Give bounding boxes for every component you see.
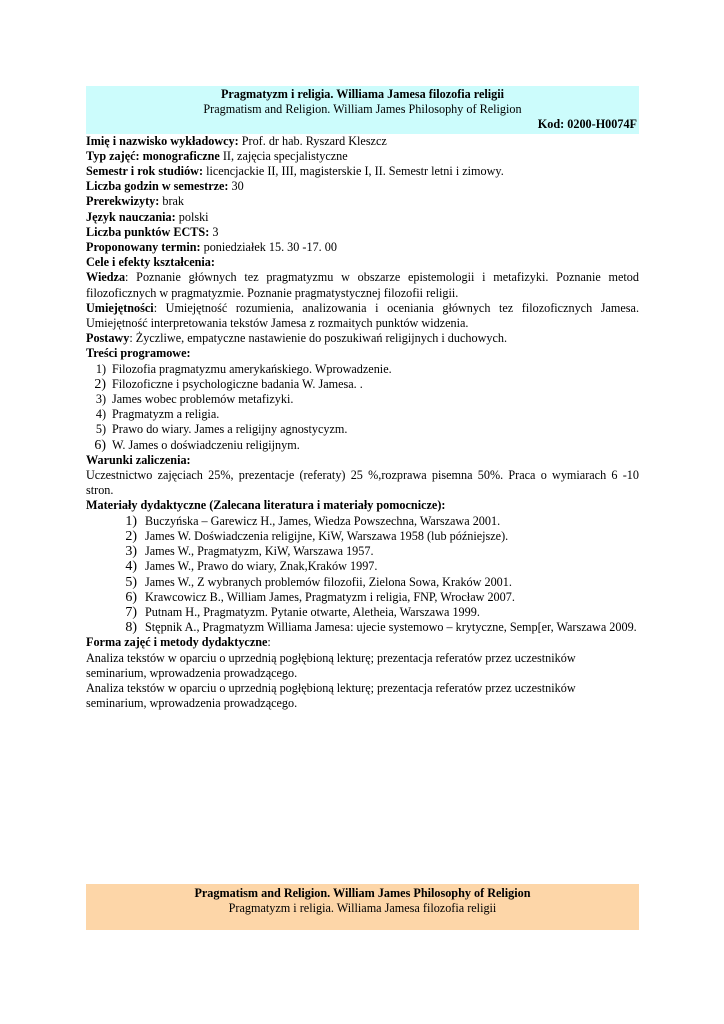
goals-heading: Cele i efekty kształcenia: (86, 255, 215, 270)
list-item: 6) W. James o doświadczeniu religijnym. (94, 437, 300, 453)
goal-skills: Umiejętności: Umiejętność rozumienia, analizowania i oceniania głównych tez filozoficznych Jamesa. Umiejętność interpretowania tekstów Jamesa z rozmaitych punktów widzenia. (86, 300, 639, 331)
list-item: 2) James W. Doświadczenia religijne, KiW, Warszawa 1958 (lub późniejsze). (125, 528, 509, 544)
credit-heading: Warunki zaliczenia: (86, 452, 191, 467)
list-item: 6) Krawcowicz B., William James, Pragmatyzm i religia, FNP, Wrocław 2007. (125, 589, 515, 605)
list-item: 7) Putnam H., Pragmatyzm. Pytanie otwarte, Aletheia, Warszawa 1999. (125, 604, 480, 620)
field-semester: Semestr i rok studiów: licencjackie II, III, magisterskie I, II. Semestr letni i zimowy. (86, 164, 504, 179)
goal-attitudes: Postawy: Życzliwe, empatyczne nastawienie do poszukiwań religijnych i duchowych. (86, 331, 508, 346)
list-item: 1) Buczyńska – Garewicz H., James, Wiedza Powszechna, Warszawa 2001. (125, 513, 501, 529)
course-card (86, 86, 639, 711)
list-item: 5) James W., Z wybranych problemów filozofii, Zielona Sowa, Kraków 2001. (125, 574, 512, 590)
list-item: 3) James W., Pragmatyzm, KiW, Warszawa 1957. (125, 544, 374, 560)
footer-title-english: Pragmatism and Religion. William James Philosophy of Religion (194, 886, 531, 900)
footer-title-polish: Pragmatyzm i religia. Williama Jamesa filozofia religii (228, 901, 497, 916)
field-hours: Liczba godzin w semestrze: 30 (86, 179, 244, 194)
credit-section (86, 453, 639, 499)
field-term: Proponowany termin: poniedziałek 15. 30 -17. 00 (86, 240, 337, 255)
field-prerequisites: Prerekwizyty: brak (86, 194, 185, 209)
course-code: Kod: 0200-H0074F (537, 117, 637, 132)
literature-section (86, 498, 639, 635)
field-class-type: Typ zajęć: monograficzne II, zajęcia specjalistyczne (86, 148, 348, 163)
list-item: 8) Stępnik A., Pragmatyzm Williama Jamesa: ujecie systemowo – krytyczne, Semp[er, Warszawa 2009. (125, 620, 637, 636)
program-heading: Treści programowe: (86, 346, 191, 361)
field-lecturer: Imię i nazwisko wykładowcy: Prof. dr hab. Ryszard Kleszcz (86, 133, 387, 148)
title-english: Pragmatism and Religion. William James Philosophy of Religion (203, 102, 522, 117)
list-item: 4) Pragmatyzm a religia. (95, 407, 220, 422)
header-box (86, 86, 639, 134)
footer-box (86, 884, 639, 930)
literature-list (86, 514, 639, 636)
forms-section (86, 635, 639, 711)
program-list (86, 362, 639, 453)
list-item: 5) Prawo do wiary. James a religijny agnostycyzm. (95, 422, 348, 437)
course-fields (86, 134, 639, 256)
forms-paragraph: Analiza tekstów w oparciu o uprzednią pogłębioną lekturę; prezentacja referatów przez uczestników seminarium, wprowadzenia prowadzącego. (86, 680, 576, 711)
list-item: 1) Filozofia pragmatyzmu amerykańskiego. Wprowadzenie. (95, 361, 392, 376)
credit-text: Uczestnictwo zajęciach 25%, prezentacje (referaty) 25 %,rozprawa pisemna 50%. Praca o wymiarach 6 -10 stron. (86, 468, 639, 498)
field-ects: Liczba punktów ECTS: 3 (86, 224, 219, 239)
list-item: 2) Filozoficzne i psychologiczne badania W. Jamesa. . (94, 376, 363, 392)
field-language: Język nauczania: polski (86, 209, 209, 224)
list-item: 4) James W., Prawo do wiary, Znak,Kraków 1997. (125, 559, 378, 575)
goal-knowledge: Wiedza: Poznanie głównych tez pragmatyzmu w obszarze epistemologii i metafizyki. Poznanie metod filozoficznych w pragmatyzmie. Poznanie pragmatystycznej filozofii religii. (86, 270, 639, 300)
list-item: 3) James wobec problemów metafizyki. (95, 392, 294, 407)
forms-heading: Forma zajęć i metody dydaktyczne: (86, 635, 271, 650)
goals-section (86, 255, 639, 346)
program-section (86, 346, 639, 452)
title-polish: Pragmatyzm i religia. Williama Jamesa filozofia religii (220, 87, 505, 101)
literature-heading: Materiały dydaktyczne (Zalecana literatura i materiały pomocnicze): (86, 498, 446, 513)
forms-paragraph: Analiza tekstów w oparciu o uprzednią pogłębioną lekturę; prezentacja referatów przez uczestników seminarium, wprowadzenia prowadzącego. (86, 650, 576, 680)
